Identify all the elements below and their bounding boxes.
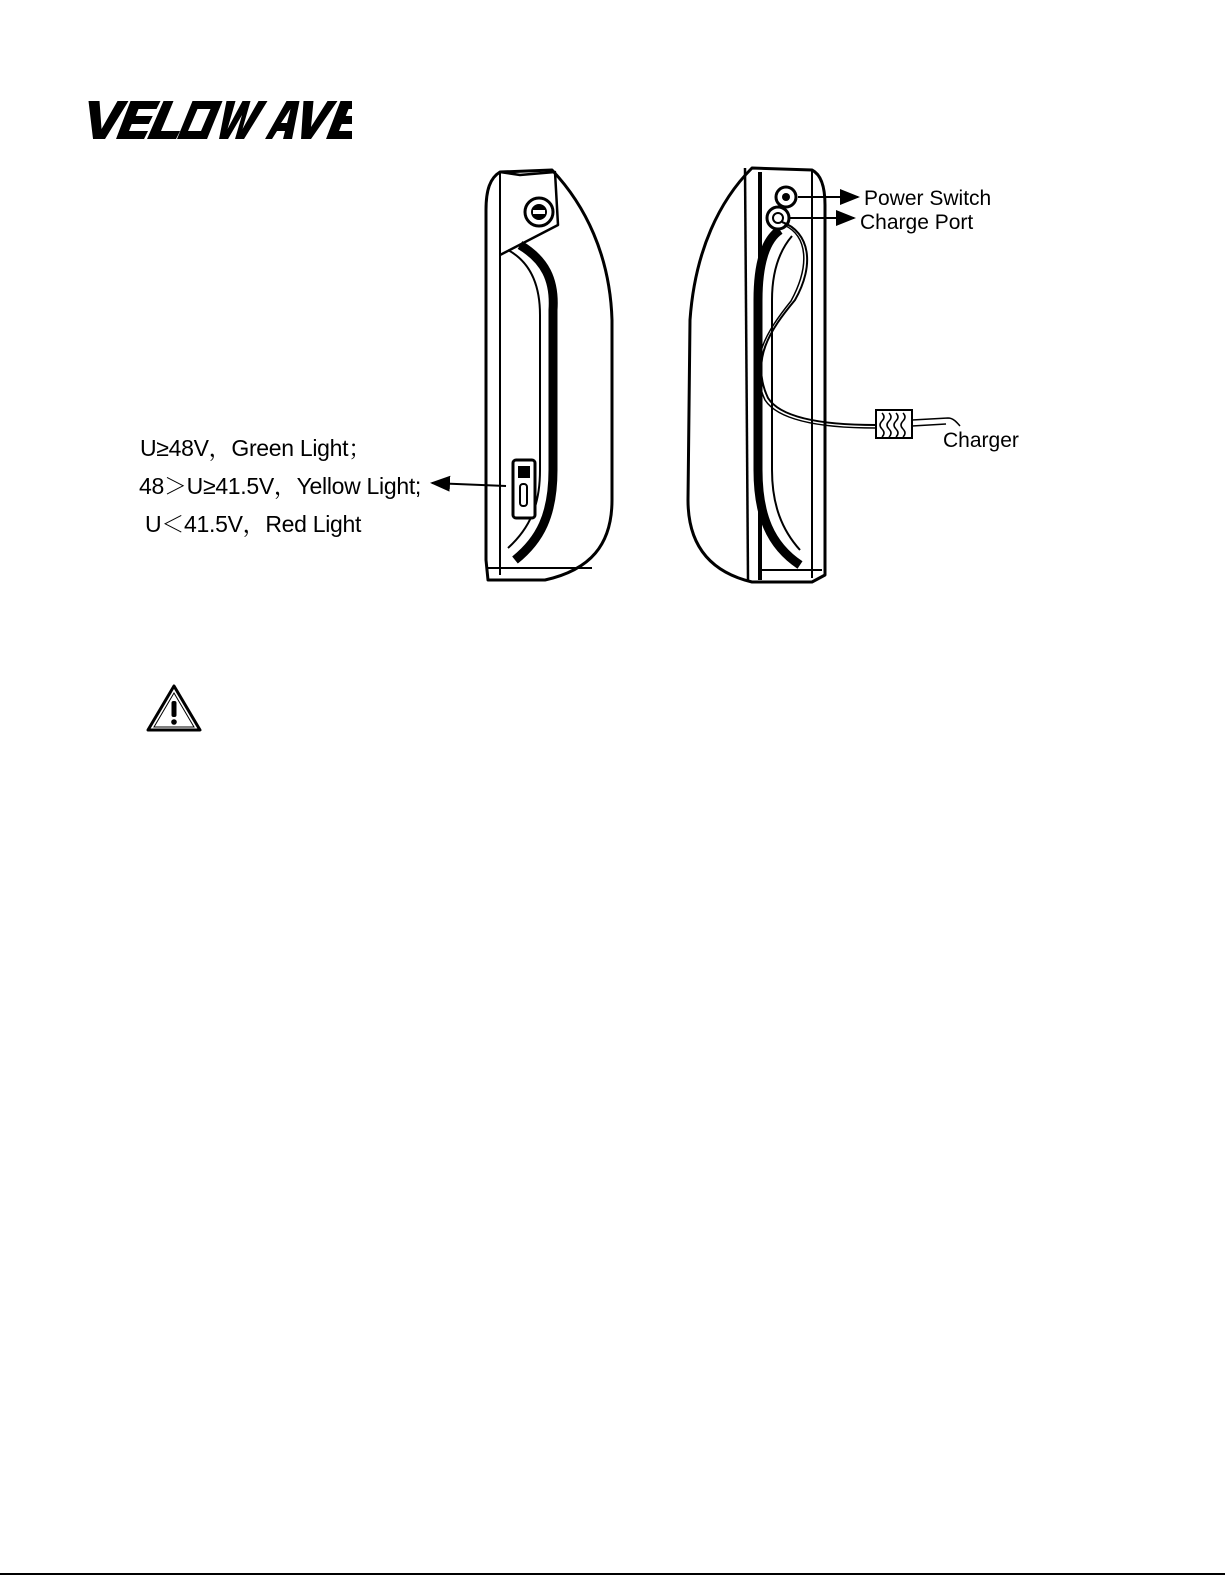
power-switch-label: Power Switch (864, 187, 992, 210)
lock-keyhole-icon (525, 198, 553, 226)
battery-right-view (688, 168, 825, 582)
voltage-legend-red: U＜41.5V，Red Light (145, 511, 362, 537)
charger-label: Charger (943, 429, 1019, 452)
indicator-arrow-icon (432, 483, 506, 486)
voltage-legend-yellow: 48＞U≥41.5V，Yellow Light; (139, 473, 422, 499)
battery-indicator-icon (513, 460, 535, 518)
warning-triangle-icon (145, 683, 203, 733)
battery-left-view (486, 170, 612, 580)
power-switch-icon (776, 187, 796, 207)
voltage-legend-green: U≥48V，Green Light； (140, 435, 371, 461)
charge-port-label: Charge Port (860, 211, 974, 234)
charger-cable (761, 222, 876, 425)
charger-icon (876, 410, 960, 438)
page-bottom-rule (0, 1573, 1225, 1575)
battery-diagram (0, 0, 1225, 640)
